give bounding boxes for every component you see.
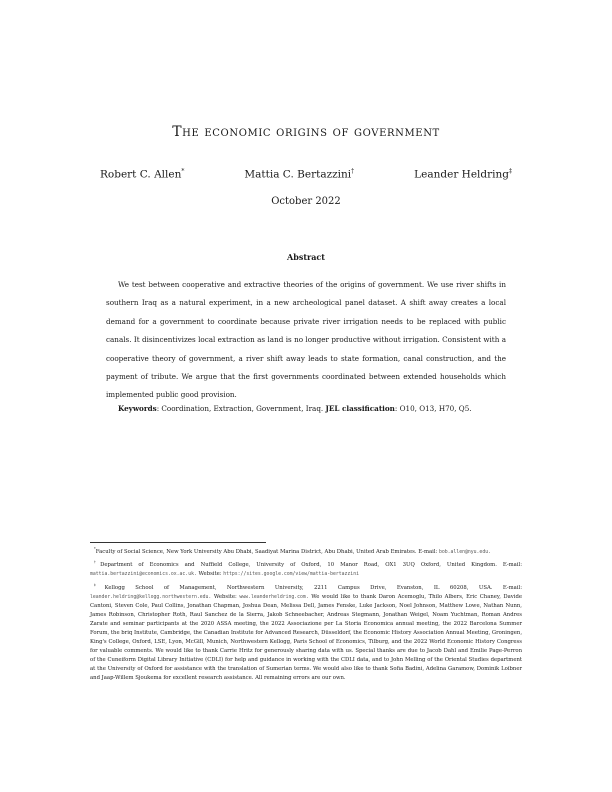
email-link[interactable]: mattia.bertazzini@economics.ox.ac.uk. — [90, 572, 197, 578]
abstract-text: We test between cooperative and extractive theories of the origins of government. We use river shifts in southern Iraq as a natural experiment, in a new archeological panel dataset. A shift away creates a local demand for a government to coordinate because private river irrigation needs to be replaced with public canals. It disincentivizes local extraction as land is no longer productive without irrigation. Consistent with a cooperative theory of government, a river shift away leads to state formation, canal construction, and the payment of tribute. We argue that the first governments coordinated between extended households which implemented public good provision. — [106, 280, 506, 400]
keywords-text: Coordination, Extraction, Government, Iraq. — [161, 404, 324, 413]
footnote-mark: * — [181, 168, 185, 175]
paper-title: The economic origins of government — [172, 124, 440, 140]
website-link[interactable]: www.leanderheldring.com. — [239, 594, 309, 600]
jel-codes: O10, O13, H70, Q5. — [399, 404, 472, 413]
author: Robert C. Allen* — [100, 168, 185, 181]
author: Mattia C. Bertazzini† — [244, 168, 355, 181]
jel-label: JEL classification — [325, 404, 395, 413]
footnote-mark: ‡ — [509, 168, 512, 175]
footnote-allen: *Faculty of Social Science, New York University Abu Dhabi, Saadiyat Marina District, Abu Dhabi, United Arab Emirates. E-mail: bob.allen@nyu.edu. — [94, 547, 491, 555]
email-link[interactable]: bob.allen@nyu.edu. — [439, 549, 491, 555]
author-list — [100, 168, 512, 181]
acknowledgements: We would like to thank Daron Acemoglu, Thilo Albers, Eric Chaney, Davide Cantoni, Steven Cole, Paul Collins, Jonathan Chapman, Joshua Dean, Melissa Dell, James Fenske, Luke Jackson, Noel Johnson, Matthew Lowe, Nathan Nunn, James Robinson, Christopher Roth, Raul Sanchez de la Sierra, Jakob Schneebacher, Andreas Stegmann, Jonathan Weigel, Noam Yuchtman, Roman Andres Zarate and seminar participants at the 2020 ASSA meeting, the 2022 Associazione per La Storia Economica annual meeting, the 2022 Barcelona Summer Forum, the briq Institute, Cambridge, the Canadian Institute for Advanced Research, Düsseldorf, the Economic History Association Annual Meeting, Groningen, King's College, Oxford, LSE, Lyon, McGill, Munich, Northwestern Kellogg, Paris School of Economics, Tilburg, and the 2022 World Economic History Congress for valuable comments. We would like to thank Carrie Hritz for generously sharing data with us. Special thanks are due to Jacob Dahl and Emilie Page-Perron of the Cuneiform Digital Library Initiative (CDLI) for help and guidance in working with the CDLI data, and to John Melling of the Oriental Studies department at the University of Oxford for assistance with the translation of Sumerian terms. We would also like to thank Sofia Badini, Adelina Garamow, Dominik Loibner and Jaap-Willem Sjoukema for excellent research assistance. All remaining errors are our own. — [90, 593, 523, 681]
footnote-rule — [90, 542, 266, 543]
website-link[interactable]: https://sites.google.com/view/mattia-bertazzini — [223, 572, 359, 578]
footnote-bertazzini: †Department of Economics and Nuffield College, University of Oxford, 10 Manor Road, OX1 3UQ Oxford, United Kingdom. E-mail: mattia.bertazzini@economics.ox.ac.uk. Website: https://sites.google.com/view/mattia-bertazzini — [90, 560, 523, 578]
keywords-label: Keywords — [118, 404, 157, 413]
footnote-heldring: ‡Kellogg School of Management, Northwestern University, 2211 Campus Drive, Evanston, IL 60208, USA. E-mail: leander.heldring@kellogg.northwestern.edu. Website: www.leanderheldring.com. We would like to thank Daron Acemoglu, Thilo Albers, Eric Chaney, Davide Cantoni, Steven Cole, Paul Collins, Jonathan Chapman, Joshua Dean, Melissa Dell, James Fenske, Luke Jackson, Noel Johnson, Matthew Lowe, Nathan Nunn, James Robinson, Christopher Roth, Raul Sanchez de la Sierra, Jakob Schneebacher, Andreas Stegmann, Jonathan Weigel, Noam Yuchtman, Roman Andres Zarate and seminar participants at the 2020 ASSA meeting, the 2022 Associazione per La Storia Economica annual meeting, the 2022 Barcelona Summer Forum, the briq Institute, Cambridge, the Canadian Institute for Advanced Research, Düsseldorf, the Economic History Association Annual Meeting, Groningen, King's College, Oxford, LSE, Lyon, McGill, Munich, Northwestern Kellogg, Paris School of Economics, Tilburg, and the 2022 World Economic History Congress for valuable comments. We would like to thank Carrie Hritz for generously sharing data with us. Special thanks are due to Jacob Dahl and Emilie Page-Perron of the Cuneiform Digital Library Initiative (CDLI) for help and guidance in working with the CDLI data, and to John Melling of the Oriental Studies department at the University of Oxford for assistance with the translation of Sumerian terms. We would also like to thank Sofia Badini, Adelina Garamow, Dominik Loibner and Jaap-Willem Sjoukema for excellent research assistance. All remaining errors are our own. — [90, 582, 523, 681]
publication-date: October 2022 — [271, 196, 341, 207]
abstract-heading: Abstract — [287, 252, 325, 262]
keywords-line: Keywords: Coordination, Extraction, Government, Iraq. JEL classification: O10, O13, H70, Q5. — [118, 404, 472, 413]
footnotes — [90, 545, 522, 683]
author: Leander Heldring‡ — [414, 168, 512, 181]
email-link[interactable]: leander.heldring@kellogg.northwestern.edu. — [90, 594, 212, 600]
footnote-mark: † — [351, 168, 355, 175]
